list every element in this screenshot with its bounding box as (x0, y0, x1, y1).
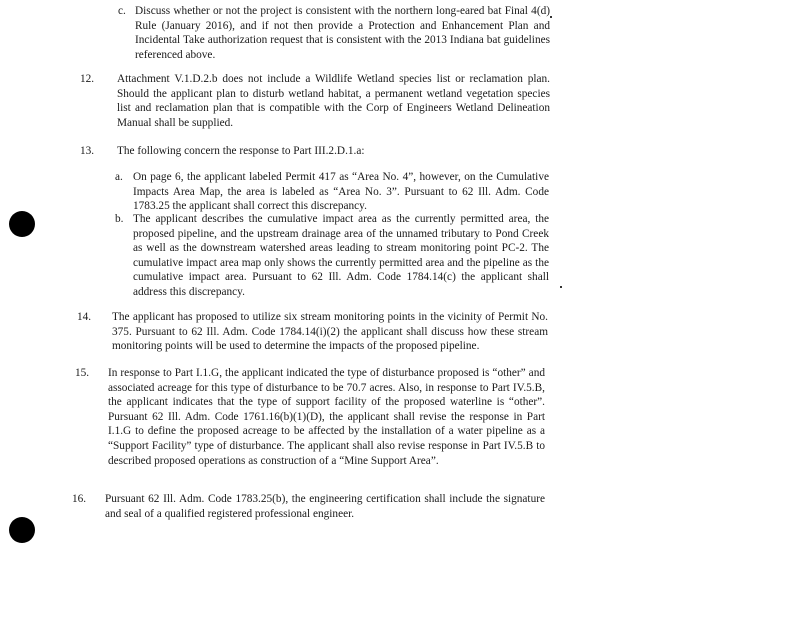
item-14-number: 14. (77, 311, 92, 323)
item-13a-text: On page 6, the applicant labeled Permit 417 as “Area No. 4”, however, on the Cumulative Impacts Area Map, the area is labeled as “Area No. 3”. Pursuant to 62 Ill. Adm. Code 1783.25 the applicant shall correct this discrepancy. (133, 171, 549, 213)
punch-hole-top (9, 211, 35, 237)
item-12-number: 12. (80, 73, 95, 85)
scan-speck (560, 286, 562, 288)
item-13-text: The following concern the response to Part III.2.D.1.a: (117, 145, 365, 157)
item-13a-label: a. (115, 171, 123, 183)
item-14-text: The applicant has proposed to utilize six stream monitoring points in the vicinity of Permit No. 375. Pursuant to 62 Ill. Adm. Code 1784.14(i)(2) the applicant shall discuss how these stream monitoring points will be used to determine the impacts of the proposed pipeline. (112, 311, 548, 353)
item-13b-label: b. (115, 213, 124, 225)
item-16-text: Pursuant 62 Ill. Adm. Code 1783.25(b), the engineering certification shall include the signature and seal of a qualified registered professional engineer. (105, 493, 545, 520)
item-13b-text: The applicant describes the cumulative impact area as the currently permitted area, the proposed pipeline, and the upstream drainage area of the unnamed tributary to Pond Creek as well as the downstream watershed areas leading to stream monitoring point PC-2. The cumulative impact area map only shows the currently permitted area and the pipeline as the cumulative impact area. Pursuant to 62 Ill. Adm. Code 1784.14(c) the applicant shall address this discrepancy. (133, 213, 549, 298)
item-16-number: 16. (72, 493, 87, 505)
punch-hole-bottom (9, 517, 35, 543)
item-c-text: Discuss whether or not the project is consistent with the northern long-eared bat Final 4(d) Rule (January 2016), and if not then provide a Protection and Enhancement Plan and Incidental Take authorization request that is consistent with the 2013 Indiana bat guidelines referenced above. (135, 5, 550, 61)
scan-speck (550, 16, 552, 18)
item-15-number: 15. (75, 367, 90, 379)
item-c-label: c. (118, 5, 126, 17)
item-12-text: Attachment V.1.D.2.b does not include a Wildlife Wetland species list or reclamation plan. Should the applicant plan to disturb wetland habitat, a permanent wetland vegetation species list and reclamation plan that is compatible with the Corp of Engineers Wetland Delineation Manual shall be supplied. (117, 73, 550, 129)
item-13-number: 13. (80, 145, 95, 157)
item-15-text: In response to Part I.1.G, the applicant indicated the type of disturbance proposed is “other” and associated acreage for this type of disturbance to be 70.7 acres. Also, in response to Part IV.5.B, the applicant indicates that the type of support facility of the proposed waterline is “other”. Pursuant 62 Ill. Adm. Code 1761.16(b)(1)(D), the applicant shall revise the response in Part I.1.G to define the proposed acreage to be affected by the installation of a water pipeline as a “Support Facility” type of disturbance. The applicant shall also revise response in Part IV.5.B to described proposed operations as construction of a “Mine Support Area”. (108, 367, 545, 467)
